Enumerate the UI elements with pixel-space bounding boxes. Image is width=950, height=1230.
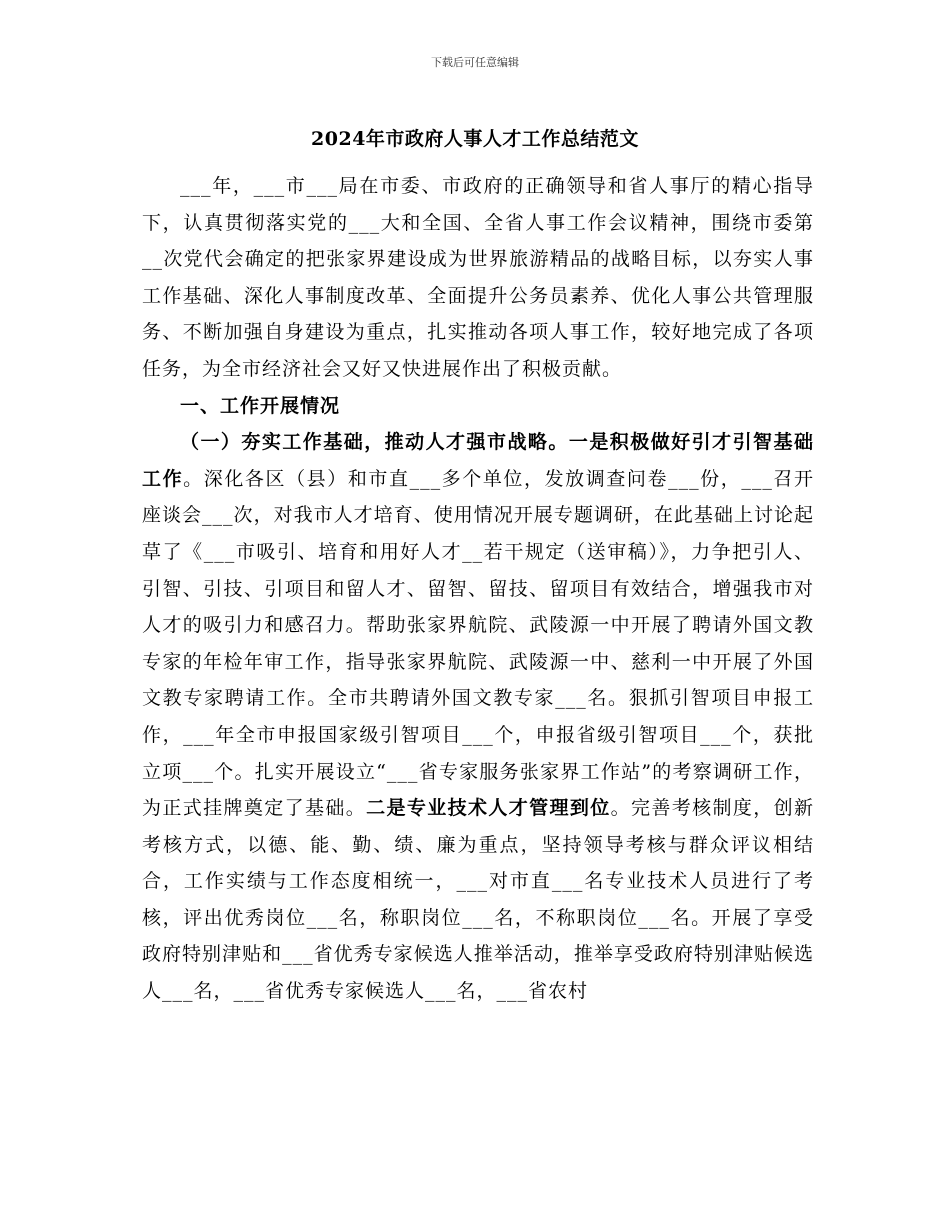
- document-body: [142, 168, 814, 1010]
- subsection-paragraph-1: [142, 424, 814, 1010]
- subsection-text-1: 。深化各区（县）和市直___多个单位，发放调查问卷___份，___召开座谈会___次，对我市人才培育、使用情况开展专题调研，在此基础上讨论起草了《___市吸引、培育和用好人才__若干规定（送审稿）》，力争把引人、引智、引技、引项目和留人才、留智、留技、留项目有效结合，增强我市对人才的吸引力和感召力。帮助张家界航院、武陵源一中开展了聘请外国文教专家的年检年审工作，指导张家界航院、武陵源一中、慈利一中开展了外国文教专家聘请工作。全市共聘请外国文教专家___名。狠抓引智项目申报工作，___年全市申报国家级引智项目___个，申报省级引智项目___个，获批立项___个。扎实开展设立“___省专家服务张家界工作站”的考察调研工作，为正式挂牌奠定了基础。: [142, 467, 814, 820]
- section-heading-1: 一、工作开展情况: [180, 394, 341, 417]
- document-title: 2024年市政府人事人才工作总结范文: [311, 128, 639, 150]
- subsection-text-2: 。完善考核制度，创新考核方式，以德、能、勤、绩、廉为重点，坚持领导考核与群众评议相结合，工作实绩与工作态度相统一，___对市直___名专业技术人员进行了考核，评出优秀岗位___名，称职岗位___名，不称职岗位___名。开展了享受政府特别津贴和___省优秀专家候选人推举活动，推举享受政府特别津贴候选人___名，___省优秀专家候选人___名，___省农村: [142, 797, 814, 1003]
- header-note: 下载后可任意编辑: [431, 56, 519, 69]
- subsection-lead: （一）夯实工作基础，推动人才强市战略。一是积极做好引才引智基础工作: [142, 431, 814, 490]
- intro-paragraph: ___年，___市___局在市委、市政府的正确领导和省人事厅的精心指导下，认真贯彻落实党的___大和全国、全省人事工作会议精神，围绕市委第__次党代会确定的把张家界建设成为世界旅游精品的战略目标，以夯实人事工作基础、深化人事制度改革、全面提升公务员素养、优化人事公共管理服务、不断加强自身建设为重点，扎实推动各项人事工作，较好地完成了各项任务，为全市经济社会又好又快进展作出了积极贡献。: [142, 175, 814, 380]
- subsection-point-2: 二是专业技术人才管理到位: [366, 797, 611, 820]
